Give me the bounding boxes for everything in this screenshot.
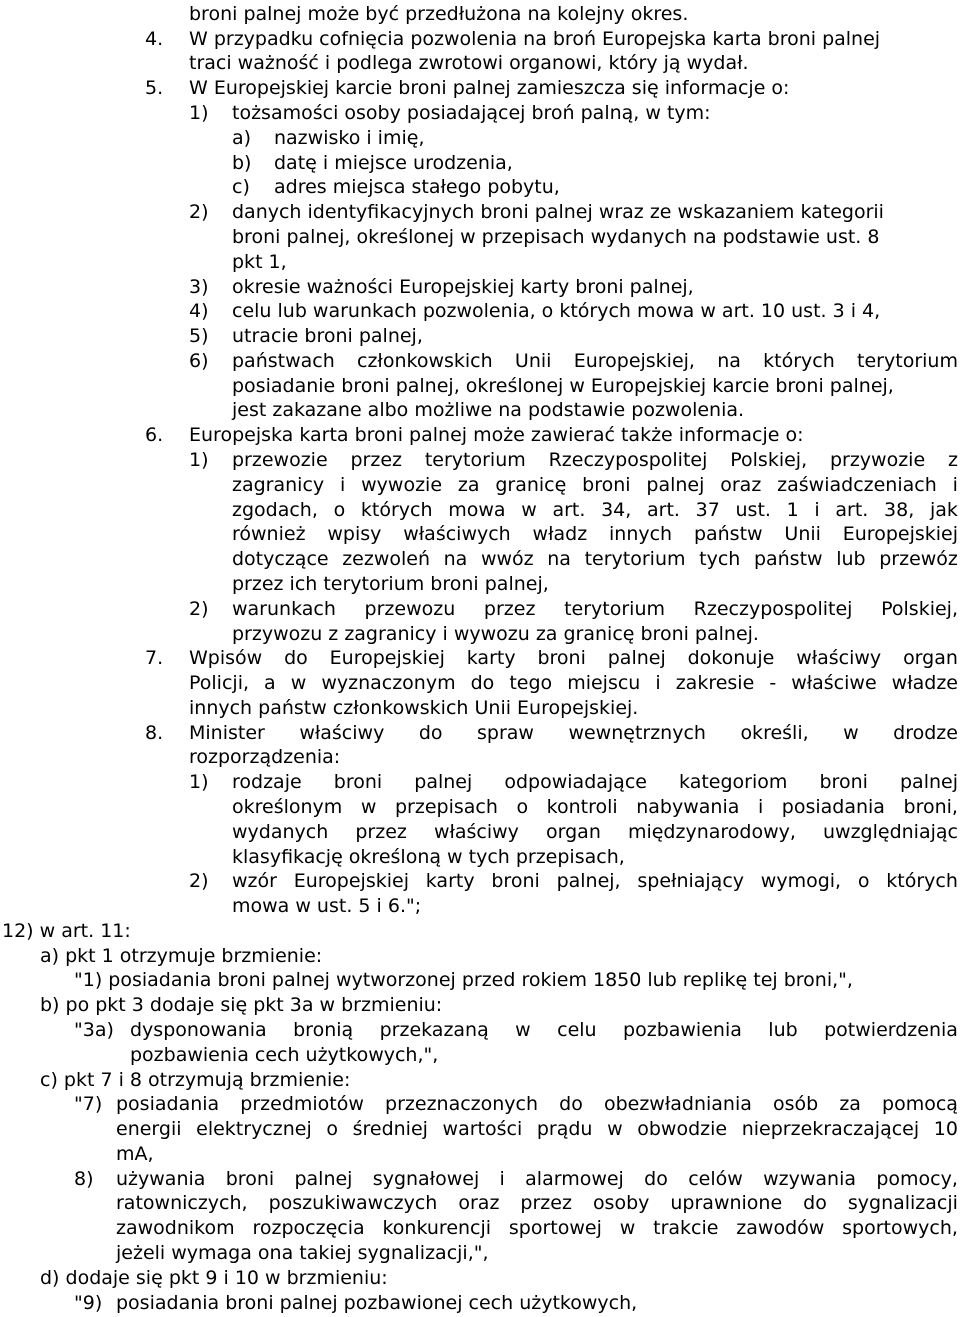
word: właściwy xyxy=(433,821,519,843)
word: Unii xyxy=(784,523,821,545)
word: zawodów xyxy=(736,1217,825,1239)
text-line xyxy=(232,597,958,622)
word: broni, xyxy=(903,796,958,818)
word: których xyxy=(886,870,958,892)
word: władz xyxy=(532,523,588,545)
text-line: tożsamości osoby posiadającej broń palną, w tym: xyxy=(232,102,711,124)
word: odpowiadające xyxy=(504,771,647,793)
word: broni xyxy=(582,474,631,496)
word: dokonuje xyxy=(687,647,775,669)
word: Unii xyxy=(514,350,552,372)
word: dysponowania xyxy=(130,1019,267,1041)
word: do xyxy=(559,1093,583,1115)
text-line xyxy=(232,869,958,894)
word: zagranicy xyxy=(232,474,325,496)
word: na xyxy=(717,350,741,372)
word: poszukiwawczych xyxy=(268,1192,438,1214)
list-marker: 4) xyxy=(189,300,209,322)
list-marker: 8) xyxy=(74,1168,94,1190)
word: palnej xyxy=(646,474,705,496)
text-line: jest zakazane albo możliwe na podstawie pozwolenia. xyxy=(232,399,745,421)
word: o xyxy=(326,1118,338,1140)
word: władze xyxy=(891,672,958,694)
word: zaświadczeniach xyxy=(777,474,937,496)
text-line xyxy=(189,721,958,746)
word: w xyxy=(607,1118,623,1140)
word: do xyxy=(284,647,308,669)
list-marker: 3) xyxy=(189,276,209,298)
text-line xyxy=(116,1092,958,1117)
word: i xyxy=(952,474,958,496)
text-line: mA, xyxy=(116,1143,154,1165)
word: zakresie xyxy=(675,672,755,694)
word: używania xyxy=(116,1168,206,1190)
word: przewozie xyxy=(232,449,328,471)
word: Rzeczypospolitej xyxy=(548,449,708,471)
word: określi, xyxy=(740,722,809,744)
word: przepisach xyxy=(394,796,498,818)
text-line: d) dodaje się pkt 9 i 10 w brzmieniu: xyxy=(40,1267,388,1289)
word: których xyxy=(360,499,433,521)
word: z xyxy=(948,449,958,471)
list-marker: 6. xyxy=(145,424,164,446)
text-line: 12) w art. 11: xyxy=(2,920,131,942)
list-marker: b) xyxy=(232,152,252,174)
word: oraz xyxy=(458,1192,500,1214)
word: - xyxy=(769,672,777,694)
list-marker: "9) xyxy=(74,1292,103,1314)
text-line: "1) posiadania broni palnej wytworzonej przed rokiem 1850 lub replikę tej broni,", xyxy=(74,969,853,991)
text-line: c) pkt 7 i 8 otrzymują brzmienie: xyxy=(40,1069,351,1091)
word: przez xyxy=(483,598,536,620)
list-marker: 2) xyxy=(189,201,209,223)
text-line: klasyfikację określoną w tych przepisach, xyxy=(232,846,625,868)
text-line: datę i miejsce urodzenia, xyxy=(274,152,513,174)
word: na xyxy=(443,548,468,570)
text-line xyxy=(116,1167,958,1192)
word: a xyxy=(264,672,276,694)
word: celów xyxy=(688,1168,743,1190)
word: uprawnione xyxy=(670,1192,783,1214)
word: wyznaczonym xyxy=(321,672,456,694)
word: pomocy, xyxy=(876,1168,958,1190)
word: sportowych, xyxy=(842,1217,958,1239)
word: mowa xyxy=(448,499,506,521)
word: Policji, xyxy=(189,672,250,694)
text-line: jeżeli wymaga ona takiej sygnalizacji,", xyxy=(116,1242,489,1264)
word: uwzględniając xyxy=(823,821,958,843)
list-marker: 1) xyxy=(189,771,209,793)
text-line: b) po pkt 3 dodaje się pkt 3a w brzmieniu: xyxy=(40,994,443,1016)
text-line: okresie ważności Europejskiej karty broni palnej, xyxy=(232,276,694,298)
text-line: rozporządzenia: xyxy=(189,746,341,768)
word: kontroli xyxy=(546,796,618,818)
word: przewozu xyxy=(364,598,456,620)
word: terytorium xyxy=(857,350,958,372)
word: określonym xyxy=(232,796,343,818)
list-marker: a) xyxy=(232,127,252,149)
word: Europejskiej xyxy=(293,870,409,892)
text-line xyxy=(232,448,958,473)
list-marker: 4. xyxy=(145,28,164,50)
word: lub xyxy=(836,548,866,570)
text-line: broni palnej, określonej w przepisach wydanych na podstawie ust. 8 xyxy=(232,226,880,248)
text-line: danych identyfikacyjnych broni palnej wraz ze wskazaniem kategorii xyxy=(232,201,884,223)
list-marker: "7) xyxy=(74,1093,103,1115)
word: państwach xyxy=(232,350,335,372)
list-marker: 8. xyxy=(145,722,164,744)
text-line: adres miejsca stałego pobytu, xyxy=(274,176,560,198)
word: również xyxy=(232,523,306,545)
word: warunkach xyxy=(232,598,336,620)
word: o xyxy=(857,870,870,892)
text-line xyxy=(130,1018,958,1043)
word: osoby xyxy=(592,1192,650,1214)
word: zawodnikom xyxy=(116,1217,235,1239)
word: palnej, xyxy=(556,870,621,892)
word: terytorium xyxy=(584,548,686,570)
text-line: pkt 1, xyxy=(232,251,287,273)
word: ust. xyxy=(735,499,771,521)
word: przywozie xyxy=(829,449,926,471)
word: prądu xyxy=(536,1118,593,1140)
word: 38, xyxy=(884,499,915,521)
text-line: posiadania broni palnej pozbawionej cech użytkowych, xyxy=(116,1292,638,1314)
word: i xyxy=(340,474,346,496)
word: członkowskich xyxy=(357,350,493,372)
word: palnej xyxy=(414,771,473,793)
list-marker: 2) xyxy=(189,598,209,620)
word: wpisy xyxy=(327,523,382,545)
word: bronią xyxy=(293,1019,354,1041)
word: art. xyxy=(552,499,586,521)
word: pomocą xyxy=(882,1093,958,1115)
text-line: przywozu z zagranicy i wywozu za granicę broni palnej. xyxy=(232,623,759,645)
word: art. xyxy=(647,499,680,521)
word: energii xyxy=(116,1118,182,1140)
word: sportowej xyxy=(508,1217,602,1239)
text-line xyxy=(189,671,958,696)
word: sygnałowej xyxy=(372,1168,480,1190)
word: 34, xyxy=(601,499,632,521)
word: osób xyxy=(772,1093,819,1115)
word: rozpoczęcia xyxy=(252,1217,365,1239)
list-marker: 5) xyxy=(189,325,209,347)
word: posiadania xyxy=(116,1093,220,1115)
word: pozbawienia xyxy=(623,1019,742,1041)
text-line xyxy=(189,646,958,671)
word: kategoriom xyxy=(679,771,788,793)
word: sygnalizacji xyxy=(847,1192,958,1214)
word: palnej xyxy=(294,1168,353,1190)
word: przez xyxy=(520,1192,572,1214)
word: obezwładniania xyxy=(603,1093,752,1115)
list-marker: 2) xyxy=(189,870,209,892)
word: Wpisów xyxy=(189,647,263,669)
word: Polskiej, xyxy=(881,598,958,620)
text-line xyxy=(232,820,958,845)
word: innych xyxy=(609,523,673,545)
word: państw xyxy=(753,548,823,570)
text-line: innych państw członkowskich Unii Europejskiej. xyxy=(189,697,639,719)
text-line xyxy=(116,1117,958,1142)
word: wartości xyxy=(442,1118,523,1140)
word: w xyxy=(360,796,377,818)
word: przeznaczonych xyxy=(385,1093,539,1115)
word: Polskiej, xyxy=(730,449,808,471)
word: w xyxy=(290,672,307,694)
word: których xyxy=(763,350,835,372)
word: za xyxy=(457,474,480,496)
list-marker: 1) xyxy=(189,449,209,471)
list-marker: 6) xyxy=(189,350,209,372)
word: wywozie xyxy=(361,474,443,496)
word: miejscu xyxy=(567,672,641,694)
word: w xyxy=(843,722,859,744)
word: posiadania xyxy=(781,796,885,818)
word: na xyxy=(547,548,571,570)
text-line: przez ich terytorium broni palnej, xyxy=(232,573,549,595)
word: i xyxy=(814,499,820,521)
text-line xyxy=(232,547,958,572)
word: 1 xyxy=(786,499,799,521)
word: broni xyxy=(537,647,586,669)
word: art. xyxy=(835,499,869,521)
word: alarmowej xyxy=(525,1168,624,1190)
word: do xyxy=(418,722,443,744)
word: do xyxy=(470,672,495,694)
word: karty xyxy=(466,647,516,669)
text-line xyxy=(232,349,958,374)
word: o xyxy=(333,499,346,521)
text-line: utracie broni palnej, xyxy=(232,325,423,347)
word: Europejskiej xyxy=(329,647,445,669)
word: i xyxy=(655,672,661,694)
word: do xyxy=(803,1192,827,1214)
word: lub xyxy=(768,1019,798,1041)
word: w xyxy=(515,1019,531,1041)
word: terytorium xyxy=(424,449,526,471)
text-line xyxy=(232,498,958,523)
text-line xyxy=(232,770,958,795)
word: broni xyxy=(333,771,383,793)
word: Europejskiej, xyxy=(573,350,695,372)
word: terytorium xyxy=(564,598,666,620)
word: i xyxy=(757,796,764,818)
word: wzywania xyxy=(763,1168,857,1190)
word: w xyxy=(521,499,537,521)
word: przekazaną xyxy=(379,1019,489,1041)
word: konkurencji xyxy=(382,1217,492,1239)
word: 10 xyxy=(933,1118,958,1140)
word: organ xyxy=(546,821,601,843)
word: obwodzie xyxy=(637,1118,728,1140)
text-line: broni palnej może być przedłużona na kolejny okres. xyxy=(189,3,689,25)
word: średniej xyxy=(352,1118,428,1140)
text-line: Europejska karta broni palnej może zawierać także informacje o: xyxy=(189,424,804,446)
word: przedmiotów xyxy=(240,1093,364,1115)
word: ratowniczych, xyxy=(116,1192,248,1214)
list-marker: 5. xyxy=(145,77,164,99)
word: broni xyxy=(225,1168,275,1190)
word: broni xyxy=(491,870,540,892)
text-line: W Europejskiej karcie broni palnej zamieszcza się informacje o: xyxy=(189,77,790,99)
word: karty xyxy=(425,870,475,892)
list-marker: c) xyxy=(232,176,250,198)
word: właściwe xyxy=(791,672,877,694)
word: o xyxy=(516,796,529,818)
word: do xyxy=(644,1168,668,1190)
text-line: a) pkt 1 otrzymuje brzmienie: xyxy=(40,945,323,967)
word: granicę xyxy=(495,474,567,496)
word: wymogi, xyxy=(760,870,842,892)
word: organ xyxy=(903,647,958,669)
word: zgodach, xyxy=(232,499,318,521)
word: przez xyxy=(350,449,402,471)
word: rodzaje xyxy=(232,771,302,793)
word: wzór xyxy=(232,870,277,892)
word: drodze xyxy=(893,722,958,744)
word: właściwy xyxy=(299,722,385,744)
word: potwierdzenia xyxy=(824,1019,958,1041)
word: i xyxy=(499,1168,505,1190)
text-line xyxy=(232,473,958,498)
word: nabywania xyxy=(636,796,740,818)
text-line xyxy=(116,1216,958,1241)
text-line: nazwisko i imię, xyxy=(274,127,425,149)
text-line: W przypadku cofnięcia pozwolenia na broń Europejska karta broni palnej xyxy=(189,28,881,50)
word: nieprzekraczającej xyxy=(741,1118,920,1140)
word: za xyxy=(839,1093,861,1115)
word: Rzeczypospolitej xyxy=(693,598,853,620)
word: przewóz xyxy=(879,548,958,570)
word: spełniający xyxy=(637,870,745,892)
word: elektrycznej xyxy=(196,1118,312,1140)
word: oraz xyxy=(720,474,762,496)
word: celu xyxy=(557,1019,597,1041)
word: spraw xyxy=(476,722,534,744)
word: Europejskiej xyxy=(842,523,958,545)
word: przez xyxy=(355,821,407,843)
word: palnej xyxy=(900,771,958,793)
word: 37 xyxy=(695,499,720,521)
text-line: traci ważność i podlega zwrotowi organowi, który ją wydał. xyxy=(189,52,749,74)
list-marker: "3a) xyxy=(74,1019,114,1041)
list-marker: 1) xyxy=(189,102,209,124)
word: tych xyxy=(699,548,741,570)
word: broni xyxy=(819,771,868,793)
text-line xyxy=(232,795,958,820)
word: w xyxy=(619,1217,636,1239)
text-line: pozbawienia cech użytkowych,", xyxy=(130,1044,439,1066)
word: państw xyxy=(693,523,763,545)
word: właściwych xyxy=(403,523,511,545)
list-marker: 7. xyxy=(145,647,164,669)
word: jak xyxy=(929,499,958,521)
text-line: posiadanie broni palnej, określonej w Europejskiej karcie broni palnej, xyxy=(232,375,894,397)
word: wwóz xyxy=(480,548,534,570)
word: wydanych xyxy=(232,821,329,843)
word: wewnętrznych xyxy=(568,722,706,744)
text-line xyxy=(232,522,958,547)
word: międzynarodowy, xyxy=(627,821,796,843)
text-line xyxy=(116,1191,958,1216)
word: tego xyxy=(509,672,553,694)
word: palnej xyxy=(607,647,666,669)
text-line: mowa w ust. 5 i 6."; xyxy=(232,895,422,917)
word: zezwoleń xyxy=(342,548,431,570)
word: właściwy xyxy=(796,647,882,669)
word: dotyczące xyxy=(232,548,329,570)
text-line: celu lub warunkach pozwolenia, o których mowa w art. 10 ust. 3 i 4, xyxy=(232,300,881,322)
word: Minister xyxy=(189,722,265,744)
word: trakcie xyxy=(653,1217,719,1239)
